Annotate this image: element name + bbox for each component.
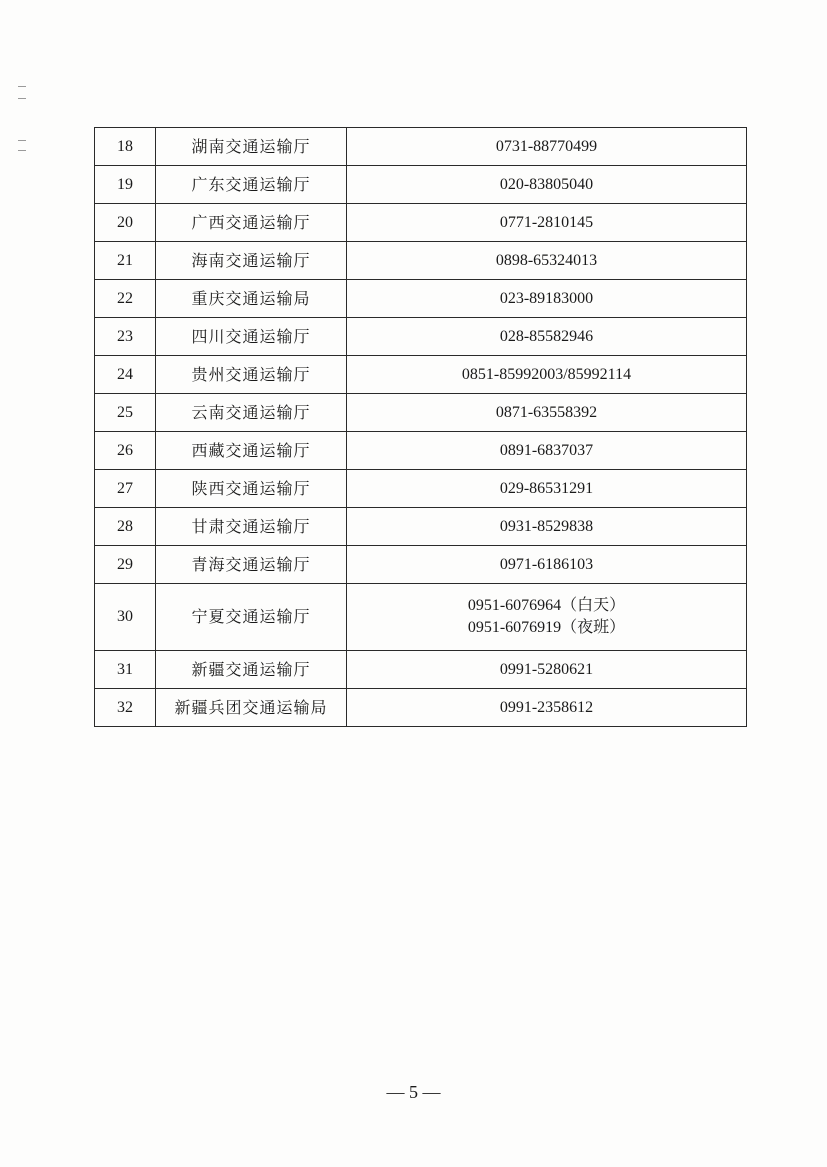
agency-name: 重庆交通运输局 (156, 280, 347, 318)
phone-line: 020-83805040 (499, 175, 594, 193)
phone-line: 029-86531291 (499, 479, 594, 497)
phone-number (347, 280, 747, 318)
agency-name: 青海交通运输厅 (156, 546, 347, 584)
scan-mark (18, 98, 26, 99)
agency-name: 西藏交通运输厅 (156, 432, 347, 470)
agency-name: 广西交通运输厅 (156, 204, 347, 242)
table-row (95, 584, 747, 651)
phone-number (347, 689, 747, 727)
table-row (95, 546, 747, 584)
table-row (95, 432, 747, 470)
row-number: 29 (95, 546, 156, 584)
table-row (95, 508, 747, 546)
phone-number (347, 470, 747, 508)
page-number: — 5 — (386, 1082, 441, 1102)
phone-line: 0731-88770499 (495, 137, 598, 155)
row-number: 20 (95, 204, 156, 242)
row-number: 24 (95, 356, 156, 394)
row-number: 27 (95, 470, 156, 508)
phone-number (347, 546, 747, 584)
phone-line: 0771-2810145 (499, 213, 594, 231)
scan-mark (18, 86, 26, 87)
table-row (95, 651, 747, 689)
agency-name: 陕西交通运输厅 (156, 470, 347, 508)
contact-table (94, 127, 747, 727)
row-number: 31 (95, 651, 156, 689)
phone-number (347, 394, 747, 432)
row-number: 19 (95, 166, 156, 204)
phone-line: 0991-5280621 (499, 660, 594, 678)
agency-name: 甘肃交通运输厅 (156, 508, 347, 546)
phone-number (347, 508, 747, 546)
agency-name: 新疆交通运输厅 (156, 651, 347, 689)
agency-name: 广东交通运输厅 (156, 166, 347, 204)
phone-line: 0931-8529838 (499, 517, 594, 535)
phone-line: 0991-2358612 (499, 698, 594, 716)
row-number: 23 (95, 318, 156, 356)
phone-line: 0871-63558392 (495, 403, 598, 421)
table-row (95, 242, 747, 280)
table-row (95, 204, 747, 242)
phone-number (347, 356, 747, 394)
phone-line: 0851-85992003/85992114 (461, 365, 632, 383)
phone-line-day: 0951-6076964（白天） (467, 597, 626, 614)
row-number: 21 (95, 242, 156, 280)
table-row (95, 356, 747, 394)
phone-number (347, 432, 747, 470)
phone-number (347, 318, 747, 356)
agency-name: 宁夏交通运输厅 (156, 584, 347, 651)
table-row (95, 128, 747, 166)
phone-number (347, 242, 747, 280)
table-row (95, 280, 747, 318)
agency-name: 湖南交通运输厅 (156, 128, 347, 166)
row-number: 26 (95, 432, 156, 470)
phone-number (347, 584, 747, 651)
phone-number (347, 166, 747, 204)
agency-name: 四川交通运输厅 (156, 318, 347, 356)
phone-line: 028-85582946 (499, 327, 594, 345)
phone-number (347, 128, 747, 166)
phone-line: 0891-6837037 (499, 441, 594, 459)
agency-name: 云南交通运输厅 (156, 394, 347, 432)
phone-line: 0971-6186103 (499, 555, 594, 573)
agency-name: 海南交通运输厅 (156, 242, 347, 280)
table-row (95, 166, 747, 204)
table-row (95, 470, 747, 508)
phone-line: 023-89183000 (499, 289, 594, 307)
table-row (95, 318, 747, 356)
agency-name: 贵州交通运输厅 (156, 356, 347, 394)
phone-line-night: 0951-6076919（夜班） (467, 619, 626, 636)
row-number: 30 (95, 584, 156, 651)
row-number: 18 (95, 128, 156, 166)
phone-number (347, 651, 747, 689)
table-row (95, 689, 747, 727)
table-row (95, 394, 747, 432)
row-number: 32 (95, 689, 156, 727)
scan-mark (18, 140, 26, 141)
phone-line: 0898-65324013 (495, 251, 598, 269)
scan-mark (18, 150, 26, 151)
row-number: 25 (95, 394, 156, 432)
agency-name: 新疆兵团交通运输局 (156, 689, 347, 727)
row-number: 28 (95, 508, 156, 546)
row-number: 22 (95, 280, 156, 318)
phone-number (347, 204, 747, 242)
